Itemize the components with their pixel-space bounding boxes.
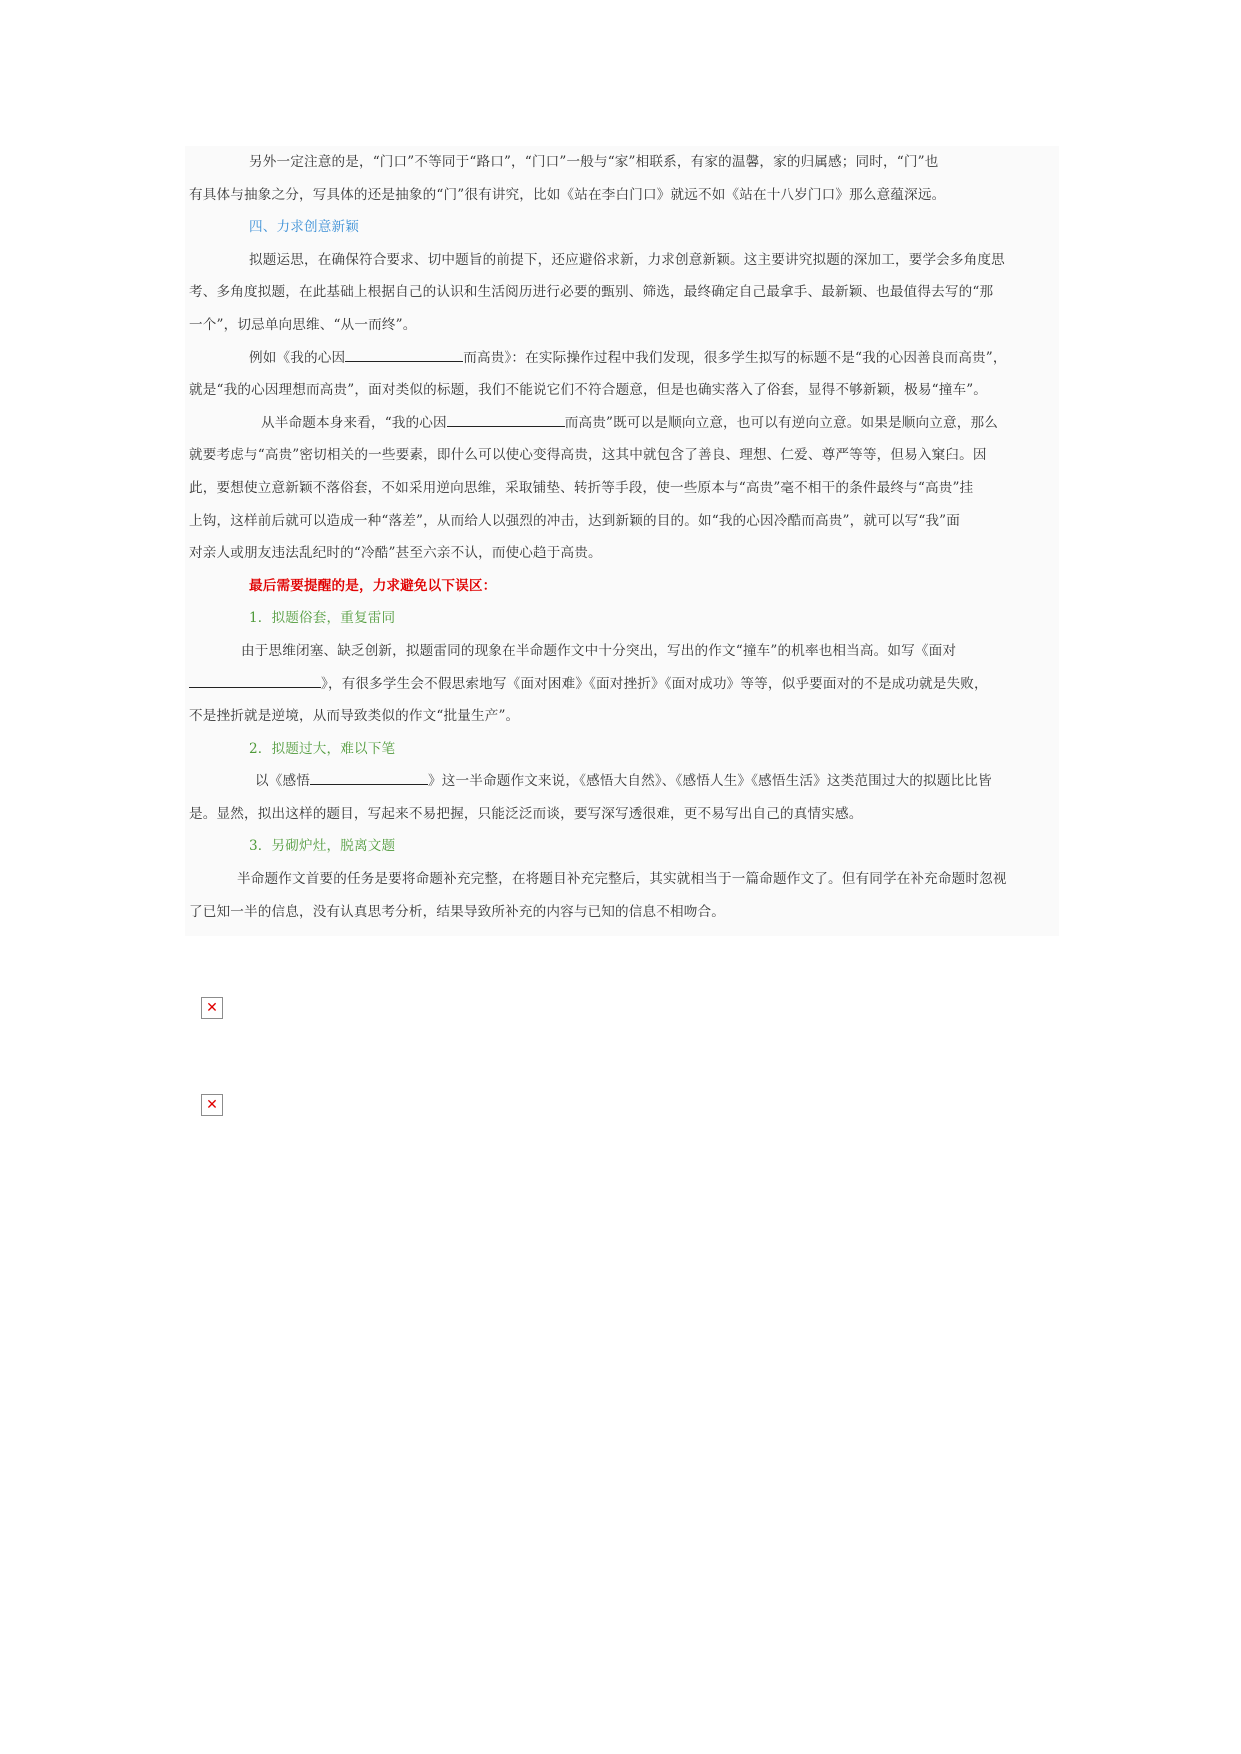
- paragraph-line: 此，要想使立意新颖不落俗套，不如采用逆向思维，采取铺垫、转折等手段，使一些原本与“高贵”毫不相干的条件最终与“高贵”挂: [189, 479, 974, 496]
- text-fragment: 》，有很多学生会不假思索地写《面对困难》《面对挫折》《面对成功》等等，似乎要面对的不是成功就是失败，: [321, 675, 988, 692]
- text-fragment: 而高贵》：在实际操作过程中我们发现，很多学生拟写的标题不是“我的心因善良而高贵”，: [463, 349, 1007, 366]
- item-heading: 2．拟题过大，难以下笔: [249, 740, 396, 757]
- paragraph-line: [189, 342, 1055, 375]
- broken-image-glyph: ✕: [206, 1097, 218, 1113]
- text-fragment: 从半命题本身来看，“我的心因: [261, 414, 447, 431]
- paragraph-line: [189, 765, 1055, 798]
- paragraph-line: 有具体与抽象之分，写具体的还是抽象的“门”很有讲究，比如《站在李白门口》就远不如《站在十八岁门口》那么意蕴深远。: [189, 186, 946, 203]
- broken-image-icon: [201, 997, 223, 1019]
- paragraph-line: 就要考虑与“高贵”密切相关的一些要素，即什么可以使心变得高贵，这其中就包含了善良、理想、仁爱、尊严等等，但易入窠臼。因: [189, 447, 987, 464]
- article-body: [185, 146, 1059, 936]
- fill-in-blank: [447, 425, 565, 427]
- fill-in-blank: [345, 360, 463, 362]
- text-fragment: 而高贵”既可以是顺向立意，也可以有逆向立意。如果是顺向立意，那么: [564, 414, 998, 431]
- text-fragment: 》这一半命题作文来说，《感悟大自然》、《感悟人生》《感悟生活》这类范围过大的拟题比比皆: [427, 773, 992, 790]
- warning-heading: 最后需要提醒的是，力求避免以下误区：: [249, 577, 497, 594]
- item-heading: 1．拟题俗套，重复雷同: [249, 610, 396, 627]
- paragraph-line: [189, 668, 1055, 701]
- paragraph-line: 了已知一半的信息，没有认真思考分析，结果导致所补充的内容与已知的信息不相吻合。: [189, 903, 726, 920]
- text-fragment: 以《感悟: [255, 773, 310, 790]
- paragraph-line: 拟题运思，在确保符合要求、切中题旨的前提下，还应避俗求新，力求创意新颖。这主要讲究拟题的深加工，要学会多角度思: [249, 251, 1005, 268]
- paragraph-line: 就是“我的心因理想而高贵”，面对类似的标题，我们不能说它们不符合题意，但是也确实落入了俗套，显得不够新颖，极易“撞车”。: [189, 382, 988, 399]
- text-fragment: 例如《我的心因: [249, 349, 346, 366]
- paragraph-line: 是。显然，拟出这样的题目，写起来不易把握，只能泛泛而谈，要写深写透很难，更不易写出自己的真情实感。: [189, 805, 863, 822]
- fill-in-blank: [189, 686, 321, 688]
- paragraph-line: 考、多角度拟题，在此基础上根据自己的认识和生活阅历进行必要的甄别、筛选，最终确定自己最拿手、最新颖、也最值得去写的“那: [189, 284, 994, 301]
- broken-image-icon: [201, 1094, 223, 1116]
- paragraph-line: 由于思维闭塞、缺乏创新，拟题雷同的现象在半命题作文中十分突出，写出的作文“撞车”的机率也相当高。如写《面对: [241, 642, 957, 659]
- paragraph-line: 一个”，切忌单向思维、“从一而终”。: [189, 316, 417, 333]
- paragraph-line: 上钩，这样前后就可以造成一种“落差”，从而给人以强烈的冲击，达到新颖的目的。如“我的心因冷酷而高贵”，就可以写“我”面: [189, 512, 961, 529]
- broken-image-glyph: ✕: [206, 1000, 218, 1016]
- paragraph-line: 对亲人或朋友违法乱纪时的“冷酷”甚至六亲不认，而使心趋于高贵。: [189, 545, 602, 562]
- paragraph-line: [189, 407, 1055, 440]
- paragraph-line: 另外一定注意的是，“门口”不等同于“路口”，“门口”一般与“家”相联系，有家的温馨，家的归属感；同时，“门”也: [249, 154, 939, 170]
- paragraph-line: 不是挫折就是逆境，从而导致类似的作文“批量生产”。: [189, 708, 520, 725]
- item-heading: 3．另砌炉灶，脱离文题: [249, 838, 396, 855]
- section-heading: 四、力求创意新颖: [249, 219, 359, 236]
- paragraph-line: 半命题作文首要的任务是要将命题补充完整，在将题目补充完整后，其实就相当于一篇命题作文了。但有同学在补充命题时忽视: [237, 871, 1007, 888]
- fill-in-blank: [310, 783, 428, 785]
